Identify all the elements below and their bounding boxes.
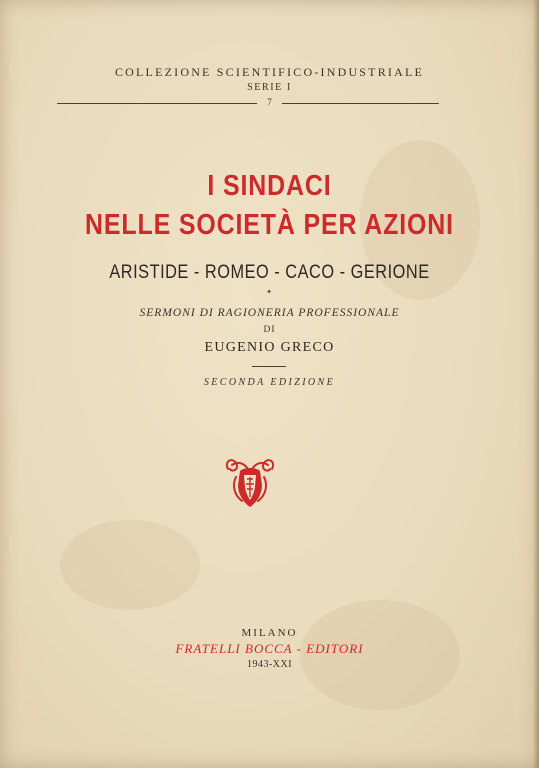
series-collection: COLLEZIONE SCIENTIFICO-INDUSTRIALE bbox=[114, 65, 425, 79]
series-number-label: SERIE I bbox=[247, 82, 292, 93]
series-volume-number: 7 bbox=[267, 97, 272, 107]
ornament-icon: ✦ bbox=[266, 288, 272, 296]
book-title-line-1: I SINDACI bbox=[207, 170, 332, 202]
by-label: DI bbox=[263, 325, 276, 335]
book-title-line-2: NELLE SOCIETÀ PER AZIONI bbox=[85, 209, 454, 241]
imprint-publisher: FRATELLI BOCCA - EDITORI bbox=[175, 641, 364, 656]
book-subtitle: ARISTIDE - ROMEO - CACO - GERIONE bbox=[109, 262, 430, 283]
author-name: EUGENIO GRECO bbox=[204, 340, 335, 355]
paper-stain bbox=[60, 520, 200, 610]
imprint-year: 1943-XXI bbox=[246, 659, 293, 670]
publisher-mark-icon bbox=[222, 455, 278, 509]
imprint-city: MILANO bbox=[241, 627, 298, 639]
book-description: SERMONI DI RAGIONERIA PROFESSIONALE bbox=[139, 307, 400, 319]
edition-label: SECONDA EDIZIONE bbox=[203, 377, 336, 388]
author-rule bbox=[252, 366, 286, 367]
